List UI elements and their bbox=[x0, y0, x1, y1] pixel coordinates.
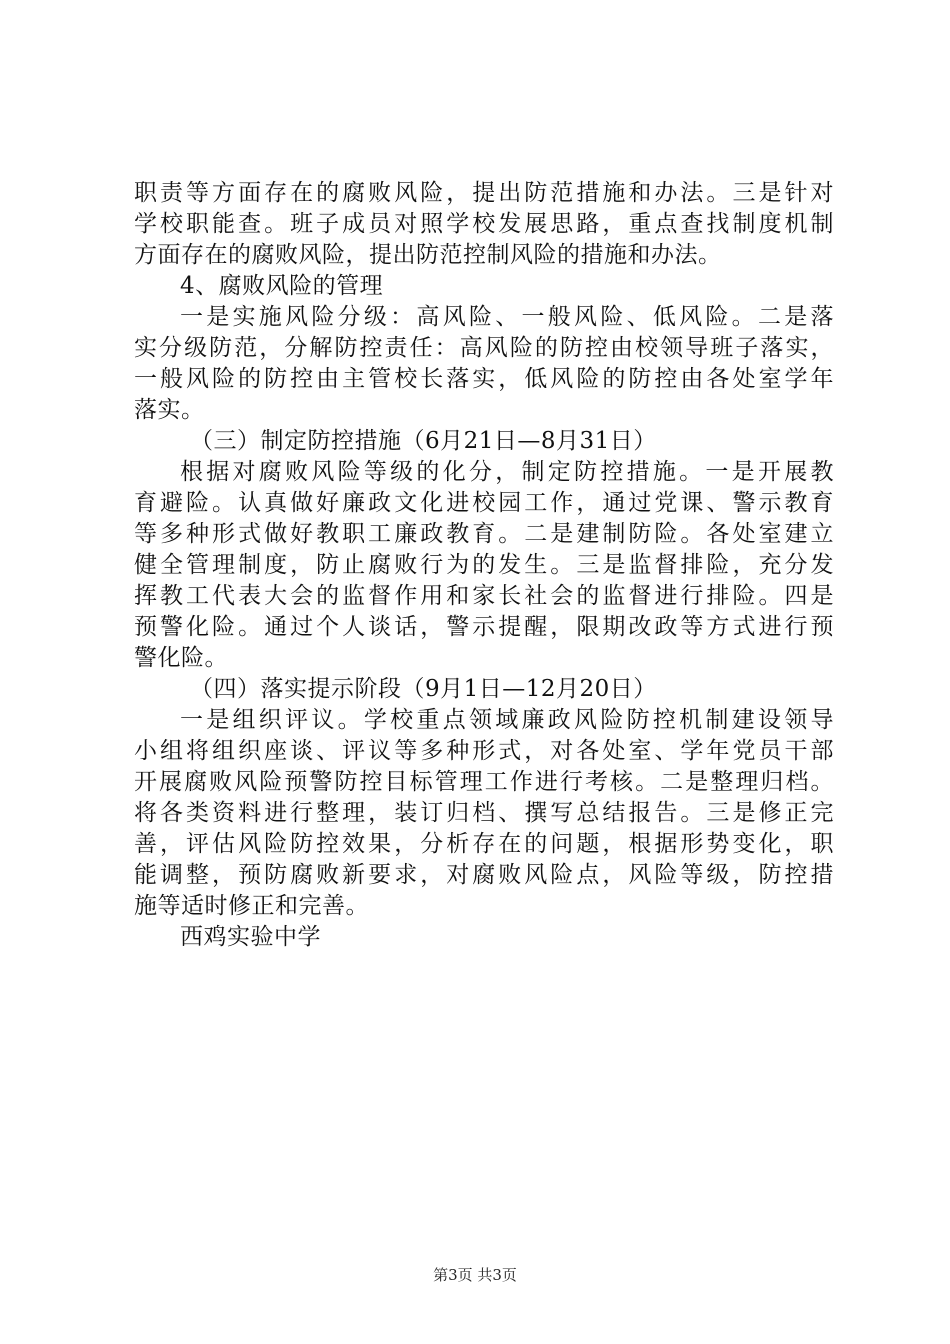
paragraph-line: 落实。 bbox=[134, 397, 205, 423]
paragraph-line: 等多种形式做好教职工廉政教育。二是建制防险。各处室建立 bbox=[134, 521, 834, 547]
paragraph-line: （三）制定防控措施（6月21日—8月31日） bbox=[190, 428, 657, 454]
paragraph-line: 职责等方面存在的腐败风险，提出防范措施和办法。三是针对 bbox=[134, 180, 834, 206]
paragraph-line: 警化险。 bbox=[134, 645, 228, 671]
paragraph-line: 挥教工代表大会的监督作用和家长社会的监督进行排险。四是 bbox=[134, 583, 834, 609]
document-body bbox=[134, 178, 834, 953]
paragraph-line: 预警化险。通过个人谈话，警示提醒，限期改政等方式进行预 bbox=[134, 614, 834, 640]
paragraph-line: 一是组织评议。学校重点领域廉政风险防控机制建设领导 bbox=[180, 707, 834, 733]
paragraph-line: 根据对腐败风险等级的化分，制定防控措施。一是开展教 bbox=[180, 459, 834, 485]
paragraph-line: 善，评估风险防控效果，分析存在的问题，根据形势变化，职 bbox=[134, 831, 834, 857]
paragraph-line: 一是实施风险分级：高风险、一般风险、低风险。二是落 bbox=[180, 304, 834, 330]
page-footer: 第3页 共3页 bbox=[433, 1266, 517, 1284]
paragraph-line: （四）落实提示阶段（9月1日—12月20日） bbox=[190, 676, 657, 702]
paragraph-line: 小组将组织座谈、评议等多种形式，对各处室、学年党员干部 bbox=[134, 738, 834, 764]
paragraph-line: 育避险。认真做好廉政文化进校园工作，通过党课、警示教育 bbox=[134, 490, 834, 516]
paragraph-line: 能调整，预防腐败新要求，对腐败风险点，风险等级，防控措 bbox=[134, 862, 834, 888]
paragraph-line: 开展腐败风险预警防控目标管理工作进行考核。二是整理归档。 bbox=[134, 769, 834, 795]
paragraph-line: 一般风险的防控由主管校长落实，低风险的防控由各处室学年 bbox=[134, 366, 834, 392]
paragraph-line: 健全管理制度，防止腐败行为的发生。三是监督排险，充分发 bbox=[134, 552, 834, 578]
paragraph-line: 4、腐败风险的管理 bbox=[180, 273, 384, 299]
paragraph-line: 将各类资料进行整理，装订归档、撰写总结报告。三是修正完 bbox=[134, 800, 834, 826]
paragraph-line: 学校职能查。班子成员对照学校发展思路，重点查找制度机制 bbox=[134, 211, 834, 237]
paragraph-line: 施等适时修正和完善。 bbox=[134, 893, 369, 919]
paragraph-line: 实分级防范，分解防控责任：高风险的防控由校领导班子落实， bbox=[134, 335, 834, 361]
paragraph-line: 方面存在的腐败风险，提出防范控制风险的措施和办法。 bbox=[134, 242, 722, 268]
paragraph-line: 西鸡实验中学 bbox=[180, 924, 321, 950]
